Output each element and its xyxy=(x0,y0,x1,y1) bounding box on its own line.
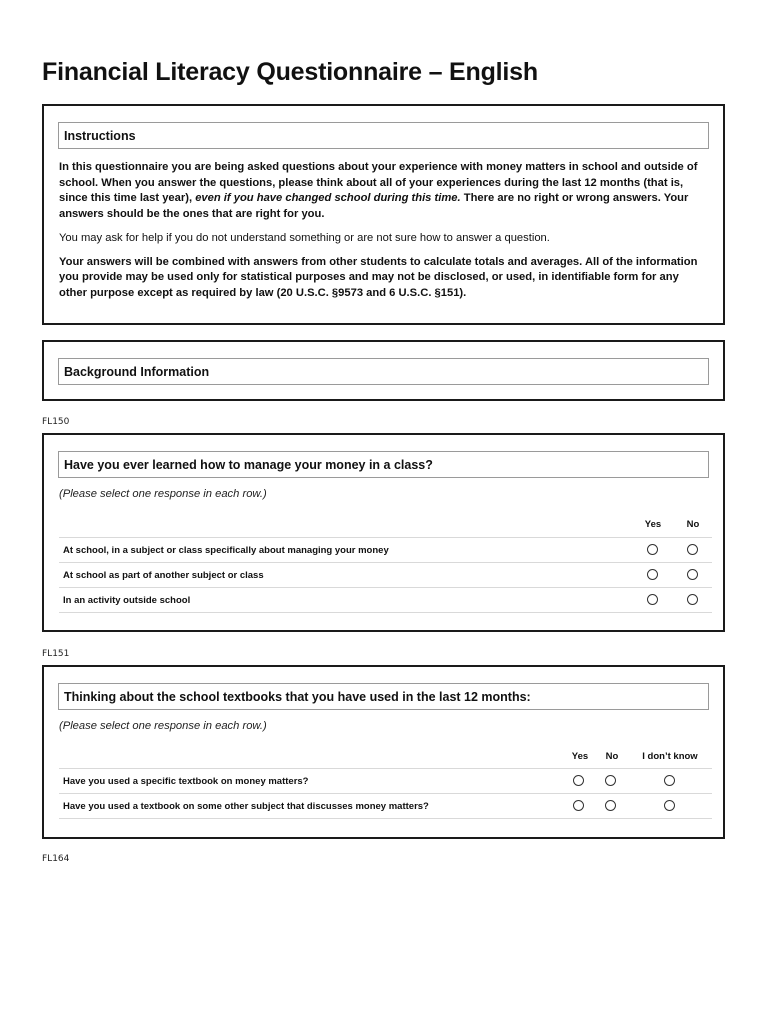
question-code-fl150: FL150 xyxy=(42,417,70,427)
instructions-text-emphasis: even if you have changed school during this time. xyxy=(195,192,461,204)
table-row xyxy=(59,563,712,588)
column-header-yes: Yes xyxy=(644,519,662,530)
radio-dont-know[interactable] xyxy=(664,800,675,811)
question-hint: (Please select one response in each row.) xyxy=(59,488,267,500)
question-text: Thinking about the school textbooks that you have used in the last 12 months: xyxy=(58,683,709,710)
row-label: Have you used a specific textbook on money matters? xyxy=(59,769,562,794)
column-header-dont-know: I don’t know xyxy=(642,751,698,762)
question-code-fl151: FL151 xyxy=(42,649,70,659)
instructions-paragraph-2: You may ask for help if you do not understand something or are not sure how to answer a question. xyxy=(59,232,550,244)
row-label: In an activity outside school xyxy=(59,588,632,613)
radio-dont-know[interactable] xyxy=(664,775,675,786)
table-row xyxy=(59,538,712,563)
question-fl150 xyxy=(42,433,725,632)
radio-yes[interactable] xyxy=(573,775,584,786)
radio-no[interactable] xyxy=(687,594,698,605)
table-row xyxy=(59,588,712,613)
row-label: Have you used a textbook on some other subject that discusses money matters? xyxy=(59,794,562,819)
instructions-text-a: In this questionnaire you are being asked questions about your experience with money matters in school and outside of school. When you answer the questions, please think about all of your experiences during the last 12 months (that is, since this time last year), xyxy=(59,161,698,204)
radio-no[interactable] xyxy=(605,800,616,811)
column-header-no: No xyxy=(686,519,700,530)
response-grid xyxy=(59,769,712,819)
instructions-text-c: There are no right or wrong answers. Your answers should be the ones that are right for you. xyxy=(59,192,689,220)
background-section xyxy=(42,340,725,401)
question-hint: (Please select one response in each row.) xyxy=(59,720,267,732)
page-title: Financial Literacy Questionnaire – English xyxy=(42,58,538,86)
radio-yes[interactable] xyxy=(647,594,658,605)
radio-no[interactable] xyxy=(687,544,698,555)
instructions-section xyxy=(42,104,725,325)
column-header-no: No xyxy=(605,751,619,762)
row-label: At school as part of another subject or class xyxy=(59,563,632,588)
row-label: At school, in a subject or class specifically about managing your money xyxy=(59,538,632,563)
instructions-paragraph-3: Your answers will be combined with answers from other students to calculate totals and averages. All of the information you provide may be used only for statistical purposes and may not be disclosed, or used, in identifiable form for any other purpose except as required by law (20 U.S.C. §9573 and 6 U.S.C. §151). xyxy=(59,255,698,299)
radio-no[interactable] xyxy=(687,569,698,580)
table-row xyxy=(59,794,712,819)
column-header-yes: Yes xyxy=(571,751,589,762)
question-fl151 xyxy=(42,665,725,839)
radio-no[interactable] xyxy=(605,775,616,786)
radio-yes[interactable] xyxy=(647,544,658,555)
instructions-paragraph-1 xyxy=(59,160,707,222)
question-text: Have you ever learned how to manage your money in a class? xyxy=(58,451,709,478)
radio-yes[interactable] xyxy=(647,569,658,580)
question-code-fl164: FL164 xyxy=(42,854,70,864)
table-row xyxy=(59,769,712,794)
response-grid xyxy=(59,538,712,613)
radio-yes[interactable] xyxy=(573,800,584,811)
background-header: Background Information xyxy=(58,358,709,385)
instructions-header: Instructions xyxy=(58,122,709,149)
